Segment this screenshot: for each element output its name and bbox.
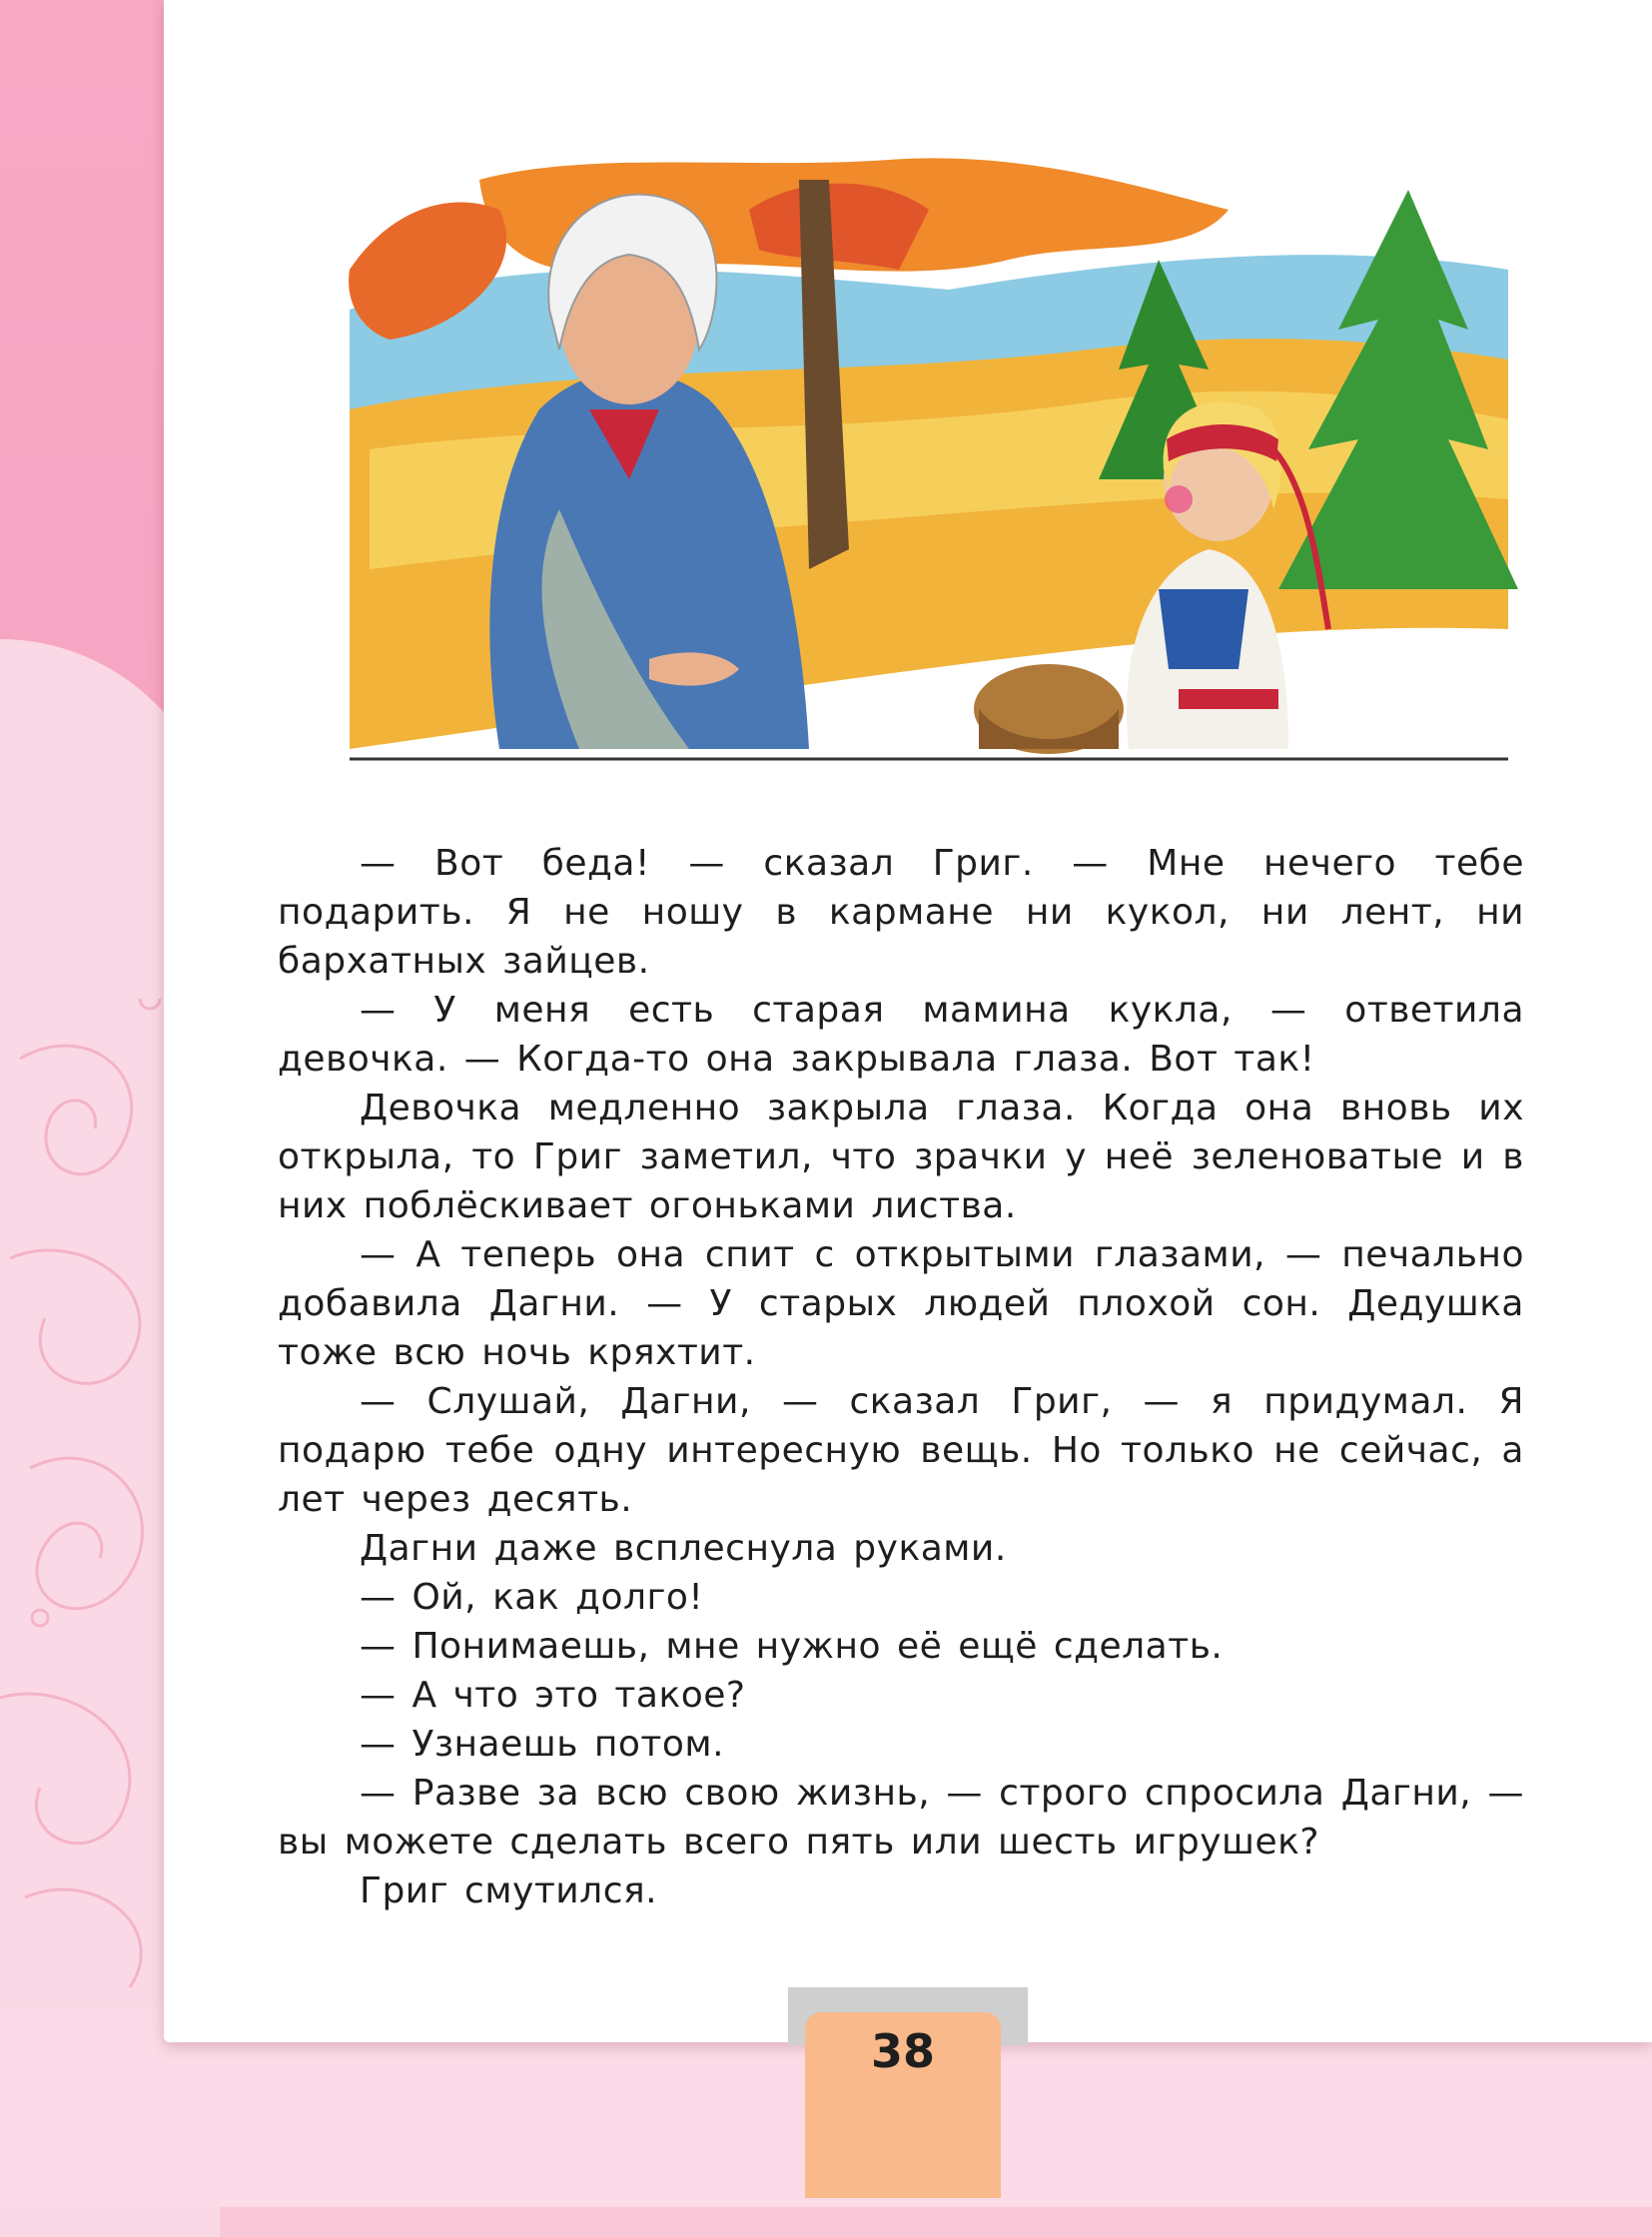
paragraph: — Слушай, Дагни, — сказал Григ, — я придумал. Я подарю тебе одну интересную вещь. Но только не сейчас, а лет через десять.: [278, 1381, 1524, 1520]
paragraph: Дагни даже всплеснула руками.: [360, 1528, 1007, 1569]
paragraph: — Вот беда! — сказал Григ. — Мне нечего тебе подарить. Я не ношу в кармане ни кукол, ни лент, ни бархатных зайцев.: [278, 843, 1524, 982]
paragraph: — Узнаешь потом.: [360, 1724, 725, 1765]
paragraph: — Разве за всю свою жизнь, — строго спросила Дагни, — вы можете сделать всего пять или шесть игрушек?: [278, 1773, 1524, 1863]
floral-ornament-icon: [0, 999, 190, 1997]
paragraph: — Понимаешь, мне нужно её ещё сделать.: [360, 1626, 1224, 1667]
page-number: 38: [805, 2012, 1001, 2198]
story-text: [278, 839, 1524, 1915]
paragraph: Девочка медленно закрыла глаза. Когда она вновь их открыла, то Григ заметил, что зрачки у неё зеленоватые и в них поблёскивает огоньками листва.: [278, 1088, 1524, 1226]
paragraph: — А теперь она спит с открытыми глазами, — печально добавила Дагни. — У старых людей плохой сон. Дедушка тоже всю ночь кряхтит.: [278, 1234, 1524, 1373]
paragraph: — У меня есть старая мамина кукла, — ответила девочка. — Когда-то она закрывала глаза. Вот так!: [278, 990, 1524, 1080]
paragraph: — А что это такое?: [360, 1675, 746, 1716]
illustration-grieg-and-dagny-icon: [330, 150, 1528, 779]
paragraph: — Ой, как долго!: [360, 1577, 704, 1618]
paragraph: Григ смутился.: [360, 1870, 658, 1911]
